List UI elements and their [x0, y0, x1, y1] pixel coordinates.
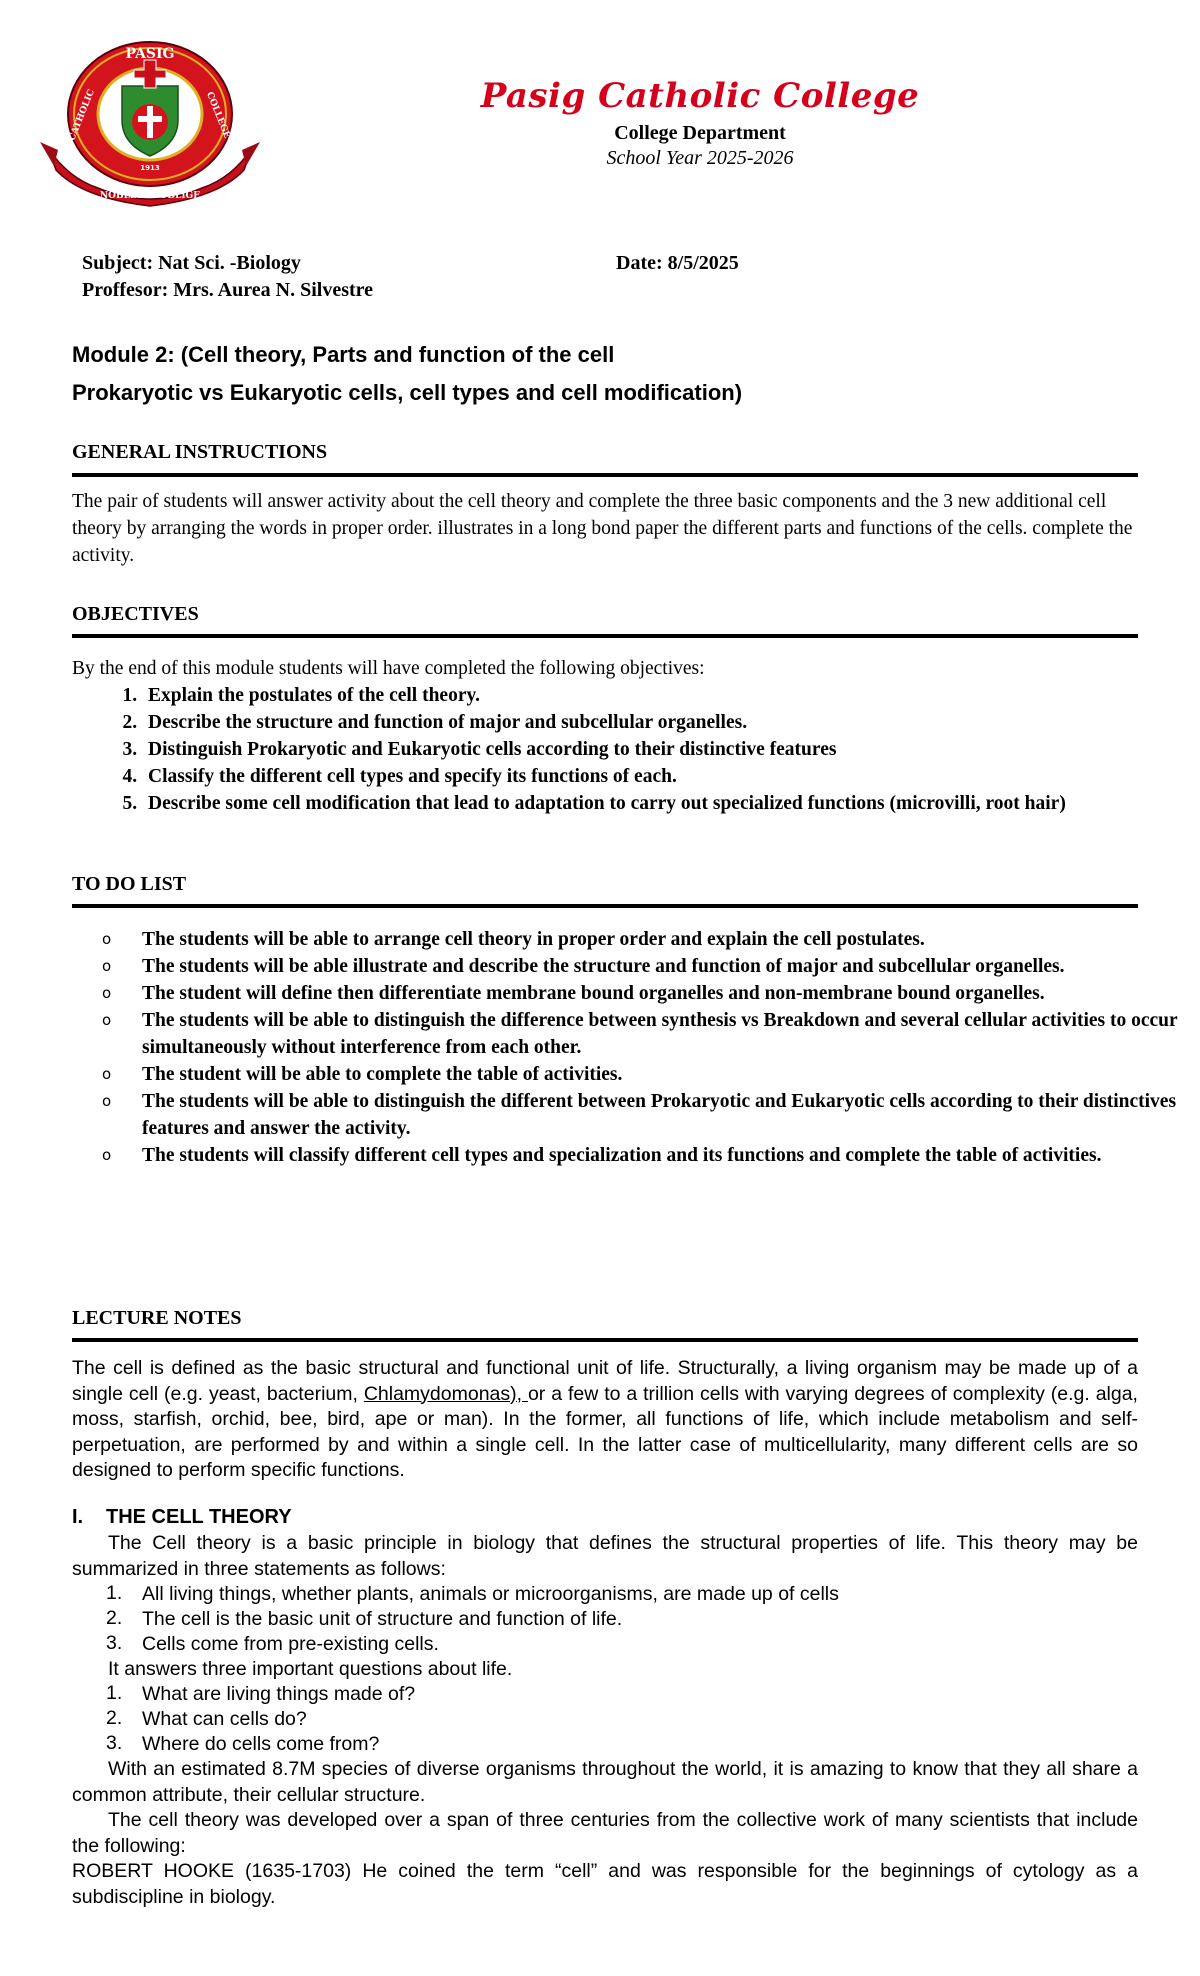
bullet-icon: o: [102, 930, 112, 948]
todo-item-text: The students will be able to arrange cell theory in proper order and explain the cell postulates.: [142, 929, 925, 950]
seal-year: 1913: [140, 164, 160, 172]
bullet-icon: o: [102, 1092, 112, 1110]
module-title-line1: Module 2: (Cell theory, Parts and function of the cell: [72, 342, 615, 367]
lecture-paragraph: [72, 1356, 1138, 1484]
objective-item: 5. Describe some cell modification that lead to adaptation to carry out specialized functions (microvilli, root hair): [142, 790, 1200, 817]
divider: [72, 473, 1138, 477]
cell-theory-intro: The Cell theory is a basic principle in biology that defines the structural properties of life. This theory may be summarized in three statements as follows:: [72, 1532, 1138, 1580]
statement-number: 2.: [106, 1607, 123, 1629]
statement-number: 1.: [106, 1582, 123, 1604]
objective-item: 4. Classify the different cell types and specify its functions of each.: [142, 763, 1200, 790]
general-instructions-text: The pair of students will answer activity about the cell theory and complete the three basic components and the 3 new additional cell theory by arranging the words in proper order. illustrates in a long bond paper the different parts and functions of the cells. complete the activity.: [72, 491, 1133, 566]
todo-item: [102, 926, 1200, 953]
todo-item-text: The students will be able to distinguish the difference between synthesis vs Breakdown and several cellular activities to occur simultaneously without interference from each other.: [142, 1010, 1178, 1058]
question-item: Where do cells come from?: [142, 1733, 380, 1755]
school-seal-logo: [38, 38, 262, 210]
todo-item: [102, 953, 1200, 980]
subject: Subject: Nat Sci. -Biology: [82, 252, 301, 274]
cell-theory-statement: Cells come from pre-existing cells.: [142, 1633, 439, 1655]
objective-item: 1. Explain the postulates of the cell theory.: [142, 682, 1200, 709]
todo-item: [102, 1007, 1200, 1061]
question-number: 2.: [106, 1707, 123, 1729]
todo-item: [102, 1088, 1200, 1142]
question-item: What can cells do?: [142, 1708, 307, 1730]
objectives-heading: OBJECTIVES: [72, 603, 199, 625]
department: College Department: [614, 122, 786, 144]
bullet-icon: o: [102, 957, 112, 975]
todo-item-text: The student will be able to complete the table of activities.: [142, 1064, 623, 1085]
school-year: School Year 2025-2026: [606, 147, 794, 169]
todo-item: [102, 1142, 1200, 1169]
professor: Proffesor: Mrs. Aurea N. Silvestre: [82, 279, 374, 301]
bullet-icon: o: [102, 1011, 112, 1029]
lecture-text: or a few to a trillion cells with varying degrees of complexity (e.g. alga, moss, starfish, orchid, bee, bird, ape or man). In the former, all functions of life, which include metabolism and self-perpetuation, are performed by and within a single cell. In the latter case of multicellularity, many different cells are so designed to perform specific functions.: [72, 1382, 1138, 1481]
bullet-icon: o: [102, 1065, 112, 1083]
cell-theory-heading: THE CELL THEORY: [106, 1506, 292, 1528]
school-name: Pasig Catholic College: [480, 76, 920, 116]
cell-theory-statement: All living things, whether plants, animals or microorganisms, are made up of cells: [142, 1583, 839, 1605]
module-title-line2: Prokaryotic vs Eukaryotic cells, cell types and cell modification): [72, 380, 743, 405]
objective-item: 3. Distinguish Prokaryotic and Eukaryotic cells according to their distinctive features: [142, 736, 1200, 763]
todo-item-text: The students will classify different cell types and specialization and its functions and complete the table of activities.: [142, 1145, 1102, 1166]
divider: [72, 634, 1138, 638]
seal-top-text: PASIG: [125, 46, 175, 62]
todo-item-text: The students will be able to distinguish the different between Prokaryotic and Eukaryotic cells according to their distinctives features and answer the activity.: [142, 1091, 1177, 1139]
todo-item-text: The student will define then differentiate membrane bound organelles and non-membrane bound organelles.: [142, 983, 1045, 1004]
todo-item-text: The students will be able illustrate and describe the structure and function of major and subcellular organelles.: [142, 956, 1065, 977]
seal-banner-text: NOBLESSE OBLIGE: [99, 191, 201, 201]
questions-intro: It answers three important questions about life.: [108, 1658, 513, 1680]
general-instructions-heading: GENERAL INSTRUCTIONS: [72, 441, 328, 463]
species-paragraph: With an estimated 8.7M species of diverse organisms throughout the world, it is amazing to know that they all share a common attribute, their cellular structure.: [72, 1758, 1138, 1806]
todo-item: [102, 1061, 1200, 1088]
objective-item: 2. Describe the structure and function of major and subcellular organelles.: [142, 709, 1200, 736]
statement-number: 3.: [106, 1632, 123, 1654]
cell-theory-heading-number: I.: [72, 1506, 84, 1528]
bullet-icon: o: [102, 1146, 112, 1164]
divider: [72, 904, 1138, 908]
lecture-text: The cell is defined as the basic structural and functional unit of life. Structurally, a living organism may be made up of a single cell (e.g. yeast, bacterium,: [72, 1357, 1138, 1405]
divider: [72, 1338, 1138, 1342]
question-number: 1.: [106, 1682, 123, 1704]
lecture-underlined-term: Chlamydomonas),: [363, 1382, 528, 1405]
cell-theory-statement: The cell is the basic unit of structure and function of life.: [142, 1608, 623, 1630]
objectives-list: [72, 682, 1200, 817]
robert-hooke-paragraph: ROBERT HOOKE (1635-1703) He coined the term “cell” and was responsible for the beginnings of cytology as a subdiscipline in biology.: [72, 1860, 1138, 1908]
seal-right-text: COLLEGE: [204, 90, 232, 140]
todo-heading: TO DO LIST: [72, 873, 187, 895]
lecture-notes-heading: LECTURE NOTES: [72, 1307, 242, 1329]
question-item: What are living things made of?: [142, 1683, 416, 1705]
bullet-icon: o: [102, 984, 112, 1002]
objectives-intro: By the end of this module students will have completed the following objectives:: [72, 658, 705, 679]
seal-left-text: CATHOLIC: [67, 88, 97, 143]
todo-list: [72, 926, 1200, 1169]
question-number: 3.: [106, 1732, 123, 1754]
todo-item: [102, 980, 1200, 1007]
developed-paragraph: The cell theory was developed over a span of three centuries from the collective work of many scientists that include the following:: [72, 1809, 1138, 1857]
date: Date: 8/5/2025: [616, 252, 739, 274]
